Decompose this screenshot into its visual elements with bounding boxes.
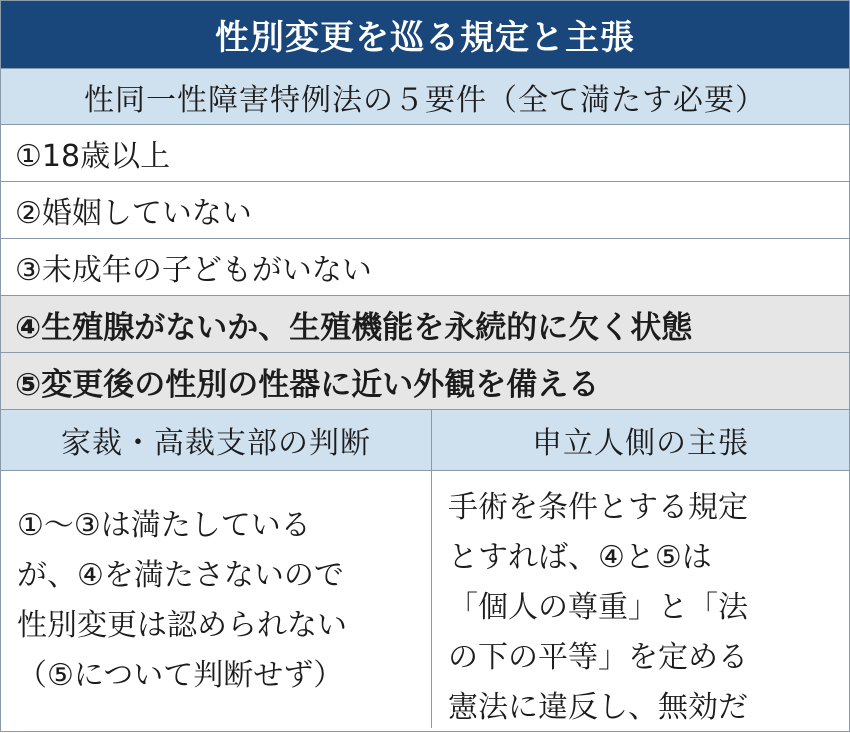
requirement-text: ⑤変更後の性別の性器に近い外観を備える bbox=[15, 366, 600, 403]
court-judgment-line: 性別変更は認められない bbox=[17, 608, 347, 643]
court-judgment-header-text: 家裁・高裁支部の判断 bbox=[61, 426, 371, 461]
requirement-text: ③未成年の子どもがいない bbox=[15, 253, 372, 288]
applicant-claim-line: 「個人の尊重」と「法 bbox=[448, 590, 748, 625]
court-judgment-header bbox=[1, 410, 432, 470]
title-text: 性別変更を巡る規定と主張 bbox=[215, 18, 635, 58]
requirement-row-5 bbox=[1, 353, 849, 410]
requirement-row-1 bbox=[1, 125, 849, 182]
court-judgment-line: が、④を満たさないので bbox=[17, 558, 344, 593]
court-judgment-line: ①～③は満たしている bbox=[17, 508, 311, 543]
requirement-text: ④生殖腺がないか、生殖機能を永続的に欠く状態 bbox=[15, 309, 693, 346]
table-title bbox=[1, 1, 849, 69]
applicant-claim-header-text: 申立人側の主張 bbox=[532, 426, 749, 461]
applicant-claim-line: とすれば、④と⑤は bbox=[448, 540, 712, 575]
applicant-claim-header bbox=[432, 410, 849, 470]
comparison-body bbox=[1, 471, 849, 728]
applicant-claim-line: の下の平等」を定める bbox=[448, 640, 748, 675]
court-judgment-line: （⑤について判断せず） bbox=[17, 658, 344, 693]
applicant-claim-cell bbox=[432, 471, 849, 728]
court-judgment-cell bbox=[1, 471, 432, 728]
applicant-claim-line: 憲法に違反し、無効だ bbox=[448, 690, 748, 725]
requirements-header bbox=[1, 69, 849, 125]
requirements-header-text: 性同一性障害特例法の５要件（全て満たす必要） bbox=[84, 82, 766, 118]
comparison-header bbox=[1, 410, 849, 471]
requirement-text: ②婚姻していない bbox=[15, 196, 252, 231]
requirement-row-4 bbox=[1, 296, 849, 353]
requirement-row-3 bbox=[1, 239, 849, 296]
requirement-text: ①18歳以上 bbox=[15, 139, 171, 174]
requirement-row-2 bbox=[1, 182, 849, 239]
applicant-claim-line: 手術を条件とする規定 bbox=[448, 490, 748, 525]
